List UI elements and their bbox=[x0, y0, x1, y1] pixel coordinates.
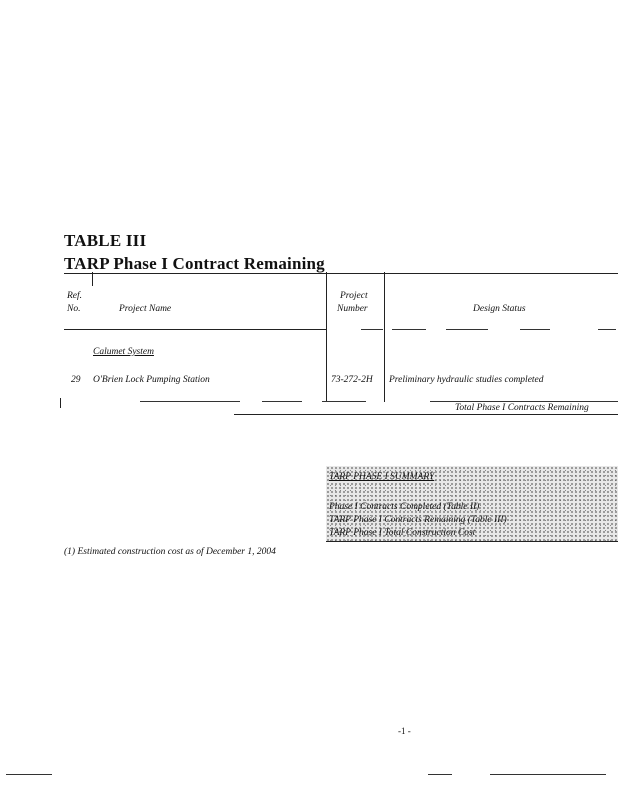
header-ref-line1: Ref. bbox=[67, 291, 83, 301]
scan-artifact-line bbox=[490, 774, 606, 775]
summary-heading: TARP PHASE I SUMMARY bbox=[329, 472, 435, 482]
left-tick bbox=[92, 272, 93, 286]
summary-line: TARP Phase I Total Construction Cost bbox=[329, 528, 476, 538]
table-title: TARP Phase I Contract Remaining bbox=[64, 254, 325, 273]
header-rule-dash bbox=[392, 329, 426, 330]
scan-artifact-line bbox=[428, 774, 452, 775]
row-project-number: 73-272-2H bbox=[331, 375, 373, 385]
total-rule-right bbox=[430, 414, 618, 415]
section-heading: Calumet System bbox=[93, 347, 154, 357]
page-number: -1 - bbox=[398, 726, 411, 736]
header-rule-dash bbox=[361, 329, 383, 330]
row-left-tick bbox=[60, 398, 61, 408]
row-bottom-rule bbox=[262, 401, 302, 402]
row-ref: 29 bbox=[71, 375, 81, 385]
column-divider-number-right bbox=[384, 272, 385, 402]
footnote: (1) Estimated construction cost as of December 1, 2004 bbox=[64, 547, 276, 557]
row-design-status: Preliminary hydraulic studies completed bbox=[389, 375, 544, 385]
header-project-name: Project Name bbox=[119, 304, 172, 314]
title-underline bbox=[64, 273, 618, 274]
header-bottom-rule bbox=[64, 329, 326, 330]
column-divider-number-left bbox=[326, 272, 327, 402]
row-bottom-rule bbox=[322, 401, 366, 402]
row-bottom-rule bbox=[430, 401, 618, 402]
summary-line: Phase I Contracts Completed (Table II) bbox=[329, 502, 480, 512]
summary-bottom-rule bbox=[326, 541, 618, 542]
scan-artifact-line bbox=[6, 774, 52, 775]
header-rule-dash bbox=[598, 329, 616, 330]
header-rule-dash bbox=[520, 329, 550, 330]
row-bottom-rule bbox=[140, 401, 240, 402]
header-rule-dash bbox=[446, 329, 488, 330]
header-project-number-line2: Number bbox=[337, 304, 368, 314]
table-label: TABLE III bbox=[64, 231, 147, 250]
summary-line: TARP Phase I Contracts Remaining (Table III) bbox=[329, 515, 507, 525]
header-ref-line2: No. bbox=[67, 304, 81, 314]
header-project-number-line1: Project bbox=[340, 291, 368, 301]
row-project-name: O'Brien Lock Pumping Station bbox=[93, 375, 210, 385]
total-rule bbox=[234, 414, 430, 415]
total-label: Total Phase I Contracts Remaining bbox=[455, 403, 589, 413]
header-design-status: Design Status bbox=[473, 304, 526, 314]
